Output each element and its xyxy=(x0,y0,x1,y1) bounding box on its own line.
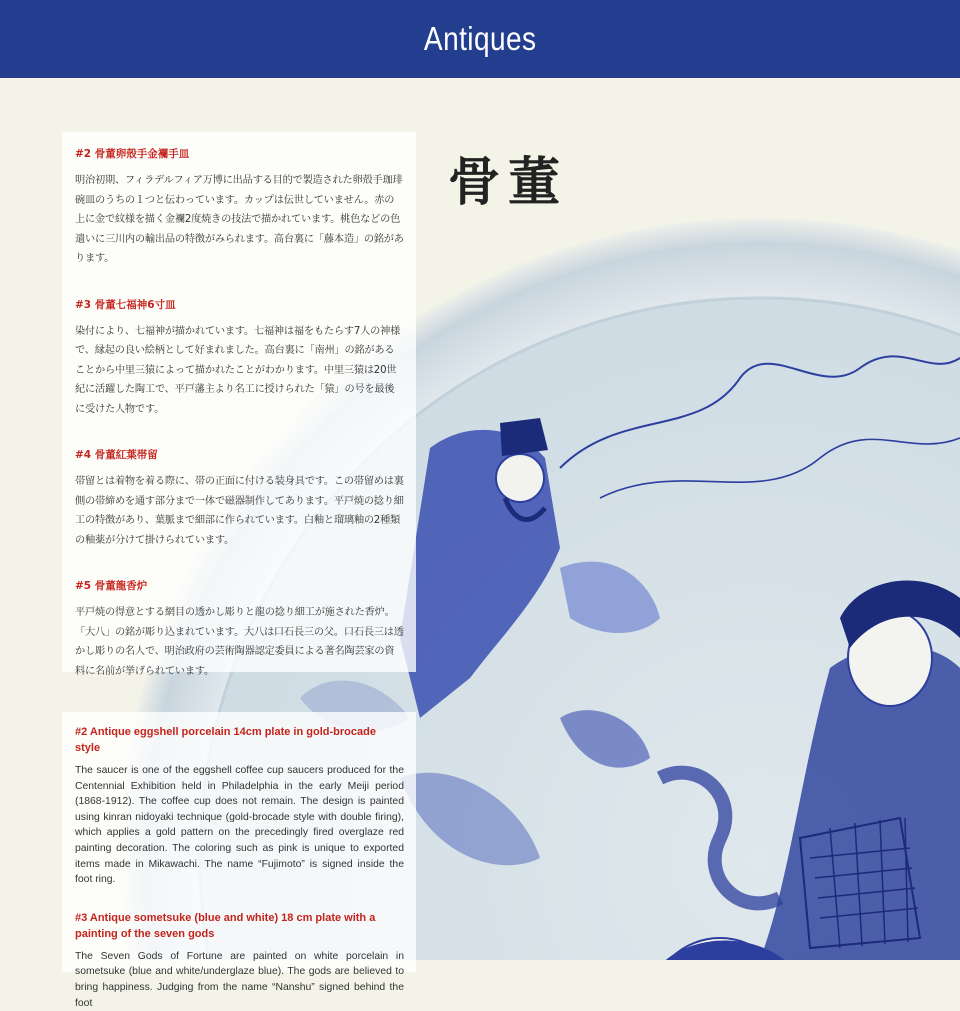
jp-section-4 xyxy=(75,447,404,550)
site-header xyxy=(0,0,960,78)
en-section-body: The Seven Gods of Fortune are painted on white porcelain in sometsuke (blue and white/underglaze blue). The gods are believed to bring happiness. Judging from the name “Nanshu” signed behind the foot xyxy=(75,950,404,1009)
japanese-description-panel xyxy=(62,132,416,677)
jp-section-2 xyxy=(75,146,404,269)
jp-section-heading: #4 骨董紅葉帯留 xyxy=(75,449,158,461)
jp-section-heading: #3 骨董七福神6寸皿 xyxy=(75,298,176,311)
jp-section-heading: #2 骨董卵殻手金襴手皿 xyxy=(75,148,190,160)
en-section-heading: #3 Antique sometsuke (blue and white) 18 cm plate with a painting of the seven gods xyxy=(75,911,376,940)
en-section-body: The saucer is one of the eggshell coffee cup saucers produced for the Centennial Exhibition held in Philadelphia in the early Meiji period (1868-1912). The coffee cup does not remain. The design is painted using kinran nidoyaki technique (gold-brocade style with double firing), which applies a gold pattern on the precedingly fired overglaze red painting decoration. The coloring such as pink is unique to exported items made in Mikawachi. The name “Fujimoto” is signed inside the foot ring. xyxy=(75,765,404,886)
header-title: Antiques xyxy=(423,20,537,57)
jp-section-body: 染付により、七福神が描かれています。七福神は福をもたらす7人の神様で、縁起の良い絵柄として好まれました。高台裏に「南州」の銘があることから中里三猿によって描かれたことがわかります。中里三猿は20世紀に活躍した陶工で、平戸藩主より名工に授けられた「猿」の号を最後に受けた人物です。 xyxy=(75,325,401,415)
jp-section-heading: #5 骨董龍香炉 xyxy=(75,580,148,592)
jp-section-body: 平戸焼の得意とする網目の透かし彫りと龍の捻り細工が施された香炉。「大八」の銘が彫り込まれています。大八は口石長三の父。口石長三は透かし彫りの名人で、明治政府の芸術陶器認定委員による著名陶芸家の資料に名前が挙げられています。 xyxy=(75,607,404,677)
en-section-3 xyxy=(75,910,404,1011)
english-description-panel xyxy=(62,712,416,1009)
jp-section-body: 帯留とは着物を着る際に、帯の正面に付ける装身具です。この帯留めは裏側の帯締めを通す部分まで一体で磁器制作してあります。平戸焼の捻り細工の特徴があり、葉脈まで細部に作られています。白釉と瑠璃釉の2種類の釉薬が分けて掛けられています。 xyxy=(75,476,404,546)
en-section-heading: #2 Antique eggshell porcelain 14cm plate in gold-brocade style xyxy=(75,726,376,754)
jp-section-body: 明治初期、フィラデルフィア万博に出品する目的で製造された卵殻手珈琲碗皿のうちの１つと伝わっています。カップは伝世していません。赤の上に金で紋様を描く金襴2度焼きの技法で描かれています。桃色などの色遣いに三川内の輸出品の特徴がみられます。高台裏に「藤本造」の銘があります。 xyxy=(75,175,404,264)
jp-section-3 xyxy=(75,297,404,420)
en-section-2 xyxy=(75,724,404,888)
jp-section-5 xyxy=(75,578,404,681)
page-title: 骨董 xyxy=(448,153,569,213)
